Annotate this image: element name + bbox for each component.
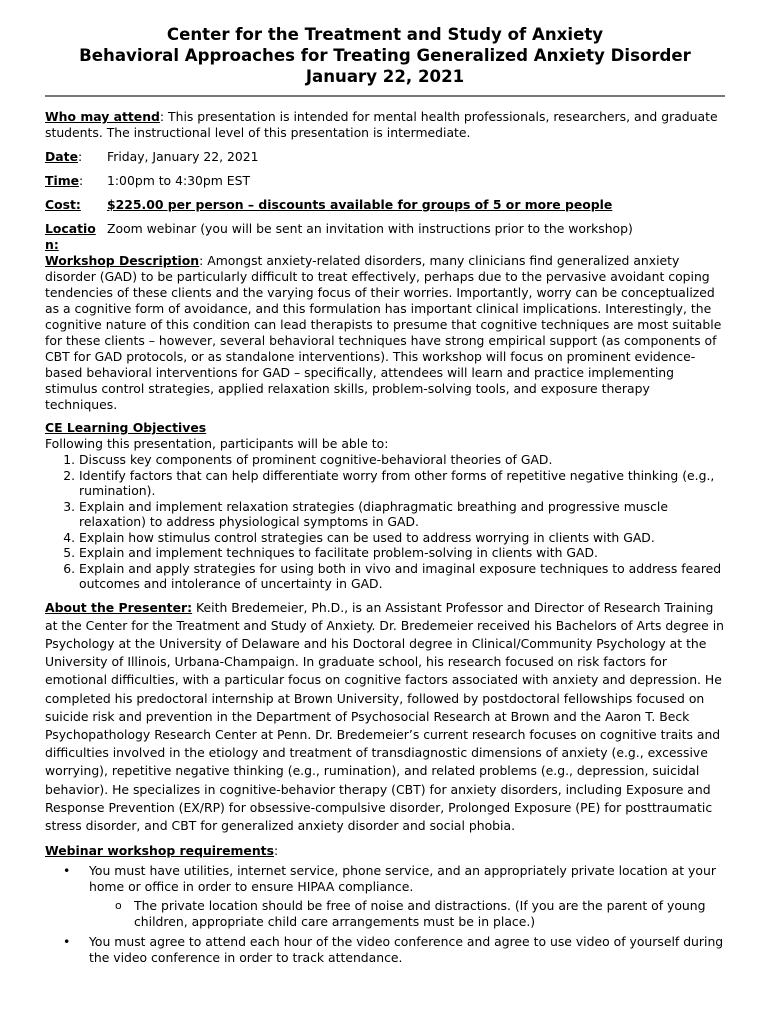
- who-may-attend: [45, 109, 725, 141]
- title-line-2: Behavioral Approaches for Treating Generalized Anxiety Disorder: [79, 46, 691, 65]
- requirements-colon: :: [273, 843, 279, 859]
- presenter-text: Keith Bredemeier, Ph.D., is an Assistant Professor and Director of Research Training at the Center for the Treatment and Study of Anxiety. Dr. Bredemeier received his Bachelors of Arts degree in Psychology at the University of Delaware and his Doctoral degree in Clinical/Community Psychology at the University of Illinois, Urbana-Champaign. In graduate school, his research focused on risk factors for emotional difficulties, with a particular focus on cognitive factors associated with anxiety and depression. He completed his predoctoral internship at Brown University, followed by postdoctoral fellowships focused on suicide risk and prevention in the Department of Psychosocial Research at Brown and the Aaron T. Beck Psychopathology Research Center at Penn. Dr. Bredemeier’s current research focuses on cognitive traits and difficulties involved in the etiology and treatment of transdiagnostic dimensions of anxiety (e.g., excessive worrying), repetitive negative thinking (e.g., rumination), and related problems (e.g., depression, suicidal behavior). He specializes in cognitive-behavior therapy (CBT) for anxiety disorders, including Exposure and Response Prevention (EX/RP) for obsessive-compulsive disorder, Prolonged Exposure (PE) for posttraumatic stress disorder, and CBT for generalized anxiety disorder and social phobia.: [45, 599, 725, 833]
- time-value: 1:00pm to 4:30pm EST: [107, 173, 251, 188]
- objective-item: 3. Explain and implement relaxation strategies (diaphragmatic breathing and progressive muscle relaxation) to address physiological symptoms in GAD.: [79, 499, 725, 530]
- date-label: Date: [45, 149, 78, 164]
- workshop-description: [45, 253, 725, 413]
- objective-item: 5. Explain and implement techniques to facilitate problem-solving in clients with GAD.: [79, 545, 725, 561]
- title-line-3: January 22, 2021: [305, 67, 465, 86]
- title-line-1: Center for the Treatment and Study of Anxiety: [166, 25, 604, 44]
- description-label: Workshop Description: [45, 253, 200, 268]
- objective-item: 2. Identify factors that can help differentiate worry from other forms of repetitive negative thinking (e.g., rumination).: [79, 468, 725, 499]
- date-row: Date: Friday, January 22, 2021: [45, 149, 259, 164]
- date-value: Friday, January 22, 2021: [107, 149, 259, 164]
- requirements-heading: Webinar workshop requirements: [45, 843, 274, 859]
- time-label: Time: [45, 173, 80, 188]
- objective-item: 4. Explain how stimulus control strategies can be used to address worrying in clients with GAD.: [79, 530, 725, 546]
- location-value: Zoom webinar (you will be sent an invitation with instructions prior to the workshop): [107, 221, 633, 236]
- requirement-subitem: o The private location should be free of noise and distractions. (If you are the parent of young children, appropriate child care arrangements must be in place.): [134, 898, 725, 929]
- requirement-sublist: [89, 898, 725, 929]
- objectives-intro: Following this presentation, participants will be able to:: [45, 436, 389, 451]
- requirement-item: [89, 863, 725, 929]
- title-divider: [45, 95, 725, 97]
- cost-value: $225.00 per person – discounts available for groups of 5 or more people: [107, 197, 613, 212]
- who-text: : This presentation is intended for mental health professionals, researchers, and graduate students. The instructional level of this presentation is intermediate.: [45, 109, 718, 140]
- objectives-list: [45, 452, 725, 592]
- about-presenter: [45, 599, 725, 836]
- requirement-text: You must have utilities, internet service, phone service, and an appropriately private location at your home or office in order to ensure HIPAA compliance.: [89, 863, 716, 894]
- time-row: Time: 1:00pm to 4:30pm EST: [45, 173, 251, 188]
- webinar-requirements: [45, 843, 725, 965]
- cost-label: Cost:: [45, 197, 81, 212]
- requirements-list: [45, 863, 725, 965]
- who-label: Who may attend: [45, 109, 160, 124]
- location-label: Location:: [45, 221, 96, 252]
- presenter-label: About the Presenter:: [45, 599, 193, 615]
- objective-item: 1. Discuss key components of prominent cognitive-behavioral theories of GAD.: [79, 452, 725, 468]
- objectives-heading: CE Learning Objectives: [45, 420, 207, 435]
- location-row: [45, 221, 725, 253]
- document-title: [45, 24, 725, 87]
- cost-row: [45, 197, 725, 213]
- objective-item: 6. Explain and apply strategies for using both in vivo and imaginal exposure techniques to address feared outcomes and intolerance of uncertainty in GAD.: [79, 561, 725, 592]
- requirement-item: • You must agree to attend each hour of the video conference and agree to use video of yourself during the video conference in order to track attendance.: [89, 934, 725, 965]
- description-text: : Amongst anxiety-related disorders, many clinicians find generalized anxiety disorder (GAD) to be particularly difficult to treat effectively, perhaps due to the pervasive avoidant coping tendencies of these clients and the varying focus of their worries. Importantly, worry can be conceptualized as a cognitive form of avoidance, and this formulation has important clinical implications. Interestingly, the cognitive nature of this condition can lead therapists to presume that cognitive techniques are most suitable for these clients – however, several behavioral techniques have strong empirical support (as components of CBT for GAD protocols, or as standalone interventions). This workshop will focus on prominent evidence-based behavioral interventions for GAD – specifically, attendees will learn and practice implementing stimulus control strategies, applied relaxation skills, problem-solving tools, and exposure therapy techniques.: [45, 253, 722, 412]
- ce-objectives: [45, 420, 725, 592]
